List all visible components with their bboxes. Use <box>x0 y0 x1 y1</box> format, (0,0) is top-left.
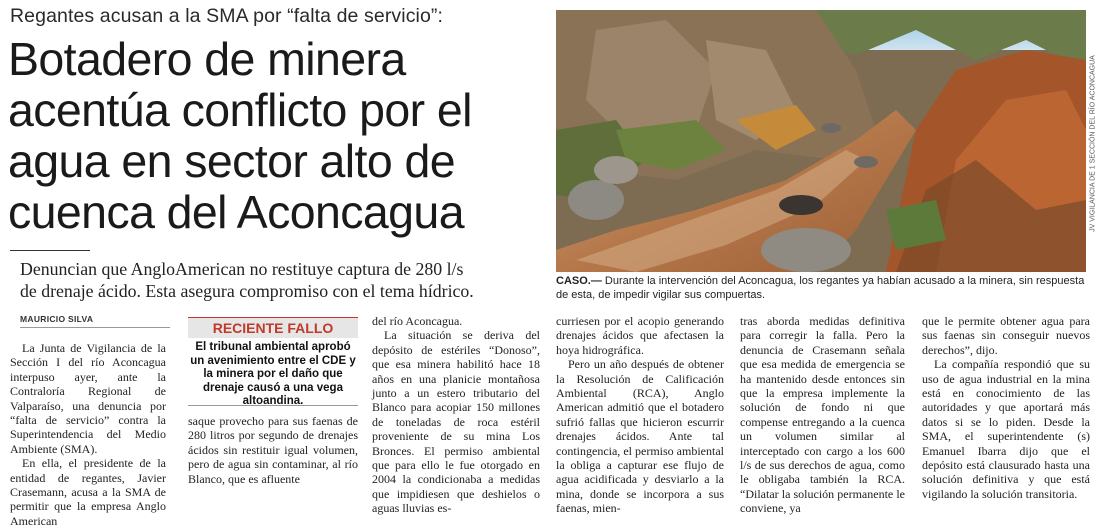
paragraph: La situación se deriva del depósito de estériles “Donoso”, que esa minera habilitó hace 18 años en una planicie montañosa junto a un estero tributario del Blanco para acopiar 150 millones de toneladas de roca estéril proveniente de su mina Los Bronces. El permiso ambiental que para ello le fue otorgado en 2004 la condicionaba a medidas que impidiesen que deshielos o aguas lluvias es- <box>372 328 540 516</box>
headline-line: acentúa conflicto por el <box>8 84 472 136</box>
sidebar-text: El tribunal ambiental aprobó un avenimiento entre el CDE y la minera por el daño que drenaje causó a una vega altoandina. <box>190 341 356 407</box>
paragraph: La compañía respondió que su uso de agua industrial en la mina está en conocimiento de las autoridades y que aportará más datos si se lo piden. Desde la SMA, el superintendente (s) Emanuel Ibarra dijo que el depósito está clausurado hasta una solución definitiva y que está vigilando la solución transitoria. <box>922 357 1090 501</box>
paragraph: La Junta de Vigilancia de la Sección I del río Aconcagua interpuso ayer, ante la Contraloría Regional de Valparaíso, una denuncia por “falta de servicio” contra la Superintendencia del Medio Ambiente (SMA). <box>10 341 166 456</box>
headline <box>8 34 548 238</box>
body-column-6 <box>922 314 1090 501</box>
divider <box>188 405 358 406</box>
headline-line: cuenca del Aconcagua <box>8 186 464 238</box>
body-column-1 <box>10 341 166 528</box>
caption-label: CASO.— <box>556 275 602 287</box>
divider <box>20 327 170 328</box>
photo-caption <box>556 274 1090 302</box>
paragraph: Pero un año después de obtener la Resolución de Calificación Ambiental (RCA), Anglo American admitió que el botadero sufrió fallas que hicieron escurrir drenajes ácidos. Ante tal contingencia, el permiso ambiental la obliga a capturar ese flujo de agua acidificada y desviarlo a la mina, donde se incorpora a sus faenas, mien- <box>556 357 724 516</box>
paragraph: del río Aconcagua. <box>372 314 463 328</box>
sidebar-box <box>188 317 358 407</box>
paragraph: saque provecho para sus faenas de 280 litros por segundo de drenajes ácidos sin restituir igual volumen, pero de agua sin contaminar, al río Blanco, que es afluente <box>188 414 358 486</box>
headline-line: Botadero de minera <box>8 33 406 85</box>
byline: MAURICIO SILVA <box>20 314 94 324</box>
river-photo <box>556 10 1086 272</box>
body-column-4 <box>556 314 724 516</box>
paragraph: curriesen por el acopio generando drenajes ácidos que afectasen la hoya hidrográfica. <box>556 314 724 357</box>
body-column-5 <box>740 314 905 516</box>
paragraph: tras aborda medidas definitiva para corregir la falla. Pero la denuncia de Crasemann señala que esa medida de emergencia se ha mantenido desde entonces sin que la empresa implemente la solución de fondo ni que compense entregando a la cuenca un volumen similar al interceptado con cargo a los 600 l/s de sus derechos de agua, como le obligaba también la RCA. “Dilatar la solución permanente le conviene, ya <box>740 314 905 516</box>
paragraph: En ella, el presidente de la entidad de regantes, Javier Crasemann, acusa a la SMA de permitir que la empresa Anglo American <box>10 456 166 528</box>
photo-credit <box>1088 20 1098 272</box>
body-column-3 <box>372 314 540 516</box>
deck-line: de drenaje ácido. Esta asegura compromiso con el tema hídrico. <box>20 281 474 301</box>
divider <box>10 250 90 251</box>
caption-text: Durante la intervención del Aconcagua, los regantes ya habían acusado a la minera, sin respuesta de esta, de impedir vigilar sus compuertas. <box>556 275 1085 301</box>
deck-line: Denuncian que AngloAmerican no restituye captura de 280 l/s <box>20 259 464 279</box>
photo-credit-text: JV VIGILANCIA DE 1 SECCIÓN DEL RÍO ACONCAGUA <box>1089 55 1097 232</box>
kicker: Regantes acusan a la SMA por “falta de servicio”: <box>10 5 444 27</box>
paragraph: que le permite obtener agua para sus faenas sin conseguir nuevos derechos”, dijo. <box>922 314 1090 357</box>
headline-line: agua en sector alto de <box>8 135 455 187</box>
deck <box>20 258 550 302</box>
sidebar-title: RECIENTE FALLO <box>188 317 358 338</box>
body-column-2 <box>188 414 358 486</box>
